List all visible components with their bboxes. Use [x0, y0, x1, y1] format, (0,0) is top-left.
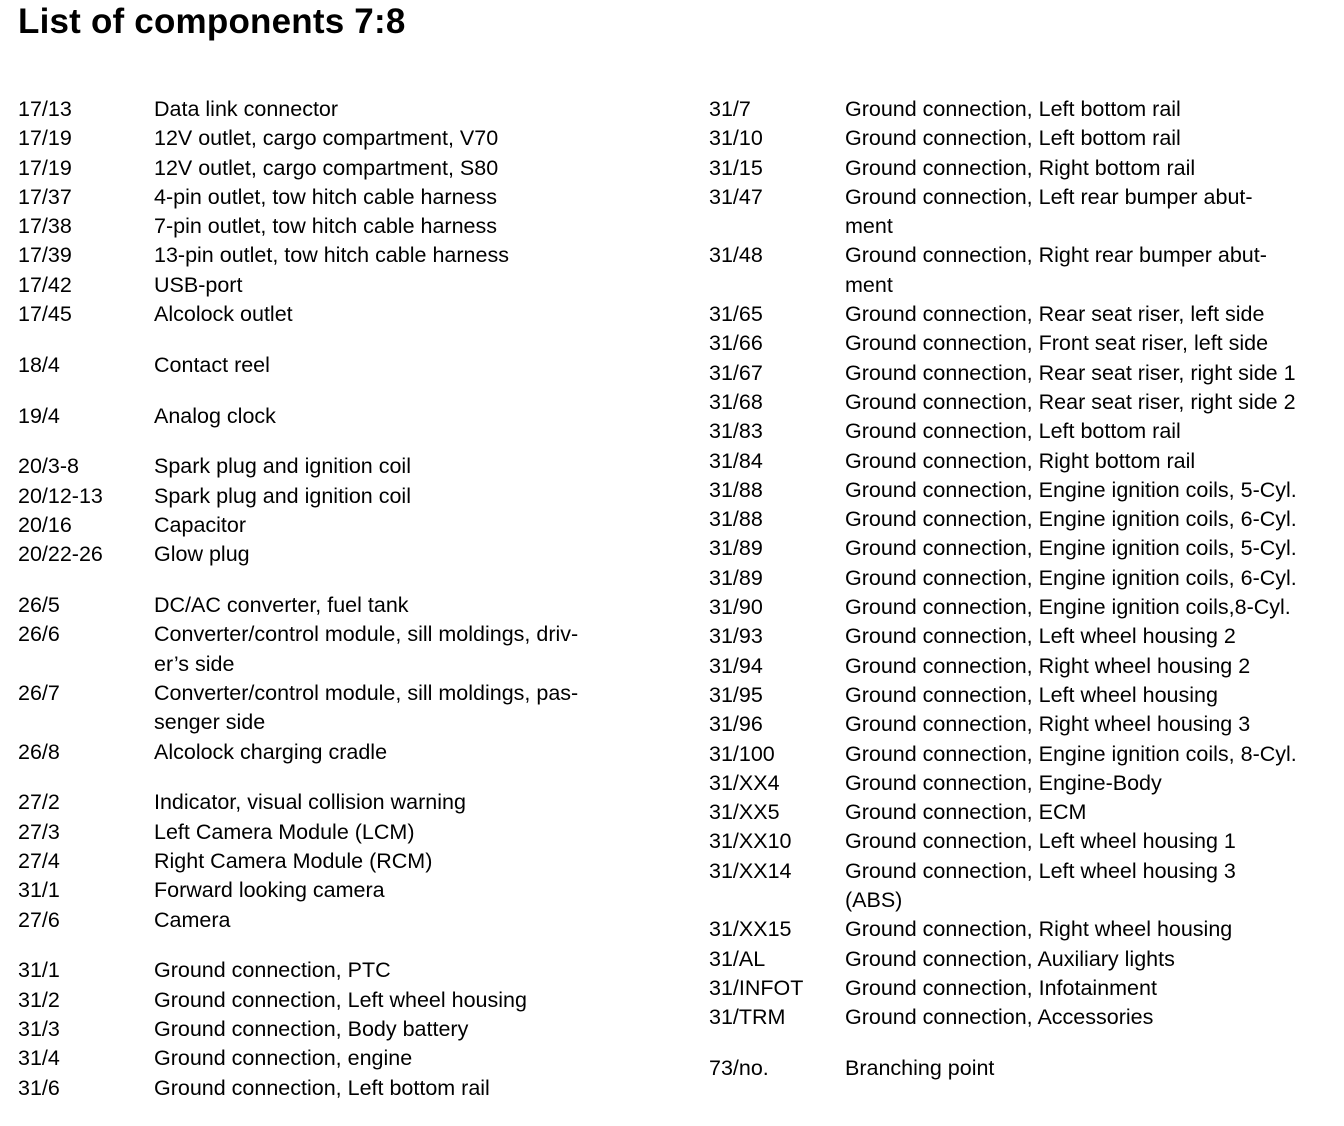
description-line: Ground connection, Left rear bumper abut-	[845, 184, 1253, 209]
component-row	[18, 212, 658, 241]
component-row	[18, 1074, 658, 1103]
component-description	[845, 827, 1339, 856]
description-line: Converter/control module, sill moldings, pas-	[154, 681, 579, 706]
description-line: Ground connection, Right wheel housing 3	[845, 712, 1251, 737]
component-row	[18, 452, 658, 481]
component-row	[18, 818, 658, 847]
component-description	[154, 738, 658, 767]
description-line: Ground connection, Right bottom rail	[845, 448, 1196, 473]
component-code: 31/93	[709, 624, 763, 649]
component-group	[18, 452, 658, 569]
description-line: Ground connection, Left wheel housing	[154, 987, 527, 1012]
component-description	[154, 540, 658, 569]
component-description	[154, 452, 658, 481]
component-row	[18, 95, 658, 124]
component-row	[709, 329, 1339, 358]
component-row	[709, 388, 1339, 417]
description-line: Ground connection, Engine ignition coils,8-Cyl.	[845, 595, 1291, 620]
component-row	[18, 511, 658, 540]
component-row	[18, 956, 658, 985]
description-line: Ground connection, Left wheel housing 1	[845, 829, 1236, 854]
component-row	[18, 351, 658, 380]
component-code: 31/1	[18, 878, 60, 903]
component-code: 18/4	[18, 352, 60, 377]
component-description	[845, 622, 1339, 651]
component-code: 17/19	[18, 126, 72, 151]
component-code: 20/22-26	[18, 542, 103, 567]
component-row	[18, 1015, 658, 1044]
component-code: 31/6	[18, 1075, 60, 1100]
component-code: 27/3	[18, 819, 60, 844]
component-code: 31/3	[18, 1017, 60, 1042]
component-group	[709, 95, 1339, 1033]
description-line: Left Camera Module (LCM)	[154, 819, 415, 844]
component-row	[709, 1054, 1339, 1083]
component-code: 17/45	[18, 302, 72, 327]
component-code: 31/XX14	[709, 858, 792, 883]
component-row	[18, 540, 658, 569]
component-code: 31/89	[709, 565, 763, 590]
component-description	[154, 679, 658, 738]
component-code: 31/90	[709, 595, 763, 620]
component-description	[154, 402, 658, 431]
component-description	[845, 740, 1339, 769]
component-description	[845, 1003, 1339, 1032]
description-line: Ground connection, Auxiliary lights	[845, 946, 1175, 971]
component-description	[154, 986, 658, 1015]
component-description	[845, 95, 1339, 124]
component-description	[154, 1044, 658, 1073]
component-description	[845, 564, 1339, 593]
description-line: Ground connection, Left bottom rail	[845, 126, 1181, 151]
component-row	[709, 564, 1339, 593]
component-row	[709, 915, 1339, 944]
component-code: 26/8	[18, 739, 60, 764]
component-description	[154, 95, 658, 124]
component-row	[709, 505, 1339, 534]
description-line: Data link connector	[154, 97, 339, 121]
component-code: 17/13	[18, 97, 72, 121]
component-description	[845, 593, 1339, 622]
component-description	[154, 591, 658, 620]
component-code: 27/4	[18, 849, 60, 874]
description-line: Ground connection, Engine ignition coils, 6-Cyl.	[845, 565, 1297, 590]
component-code: 17/42	[18, 272, 72, 297]
component-description	[845, 417, 1339, 446]
component-description	[845, 915, 1339, 944]
component-description	[845, 154, 1339, 183]
component-code: 31/TRM	[709, 1005, 786, 1030]
description-line: Ground connection, Rear seat riser, right side 1	[845, 360, 1296, 385]
description-line: Analog clock	[154, 403, 276, 428]
component-description	[845, 300, 1339, 329]
description-line: Ground connection, Left wheel housing	[845, 682, 1218, 707]
component-description	[845, 388, 1339, 417]
component-row	[18, 1044, 658, 1073]
component-row	[709, 1003, 1339, 1032]
component-description	[845, 241, 1339, 300]
description-line: Capacitor	[154, 513, 247, 538]
component-row	[709, 447, 1339, 476]
component-code: 27/2	[18, 790, 60, 815]
description-line: ment	[845, 214, 893, 239]
component-code: 26/5	[18, 593, 60, 618]
component-description	[154, 1074, 658, 1103]
component-row	[709, 95, 1339, 124]
component-code: 31/47	[709, 184, 763, 209]
component-row	[709, 300, 1339, 329]
component-description	[154, 511, 658, 540]
description-line: 4-pin outlet, tow hitch cable harness	[154, 184, 498, 209]
description-line: USB-port	[154, 272, 243, 297]
description-line: Ground connection, Left wheel housing 3	[845, 858, 1236, 883]
description-line: 13-pin outlet, tow hitch cable harness	[154, 243, 509, 268]
component-code: 31/INFOT	[709, 975, 804, 1000]
component-code: 31/67	[709, 360, 763, 385]
component-code: 31/94	[709, 653, 763, 678]
description-line: Ground connection, Accessories	[845, 1005, 1154, 1030]
description-line: 7-pin outlet, tow hitch cable harness	[154, 214, 498, 239]
component-group	[18, 591, 658, 767]
component-description	[154, 956, 658, 985]
component-group	[18, 956, 658, 1102]
component-code: 31/66	[709, 331, 763, 356]
description-line: Contact reel	[154, 352, 270, 377]
component-code: 31/1	[18, 958, 60, 983]
component-code: 31/7	[709, 97, 751, 121]
component-code: 20/3-8	[18, 454, 79, 479]
component-row	[18, 620, 658, 679]
component-row	[709, 740, 1339, 769]
description-line: ment	[845, 272, 893, 297]
component-row	[709, 154, 1339, 183]
component-row	[709, 241, 1339, 300]
description-line: Ground connection, Right wheel housing	[845, 917, 1233, 942]
component-row	[709, 710, 1339, 739]
component-row	[709, 417, 1339, 446]
component-row	[18, 847, 658, 876]
component-row	[709, 857, 1339, 916]
component-row	[709, 476, 1339, 505]
component-row	[18, 986, 658, 1015]
description-line: Ground connection, Engine-Body	[845, 770, 1162, 795]
component-row	[18, 482, 658, 511]
component-description	[154, 183, 658, 212]
component-code: 31/88	[709, 507, 763, 532]
component-code: 73/no.	[709, 1056, 769, 1080]
description-line: Ground connection, Engine ignition coils, 5-Cyl.	[845, 536, 1297, 561]
component-code: 31/10	[709, 126, 763, 151]
component-description	[845, 359, 1339, 388]
description-line: Branching point	[845, 1056, 995, 1080]
component-group	[18, 351, 658, 380]
component-description	[845, 769, 1339, 798]
description-line: Right Camera Module (RCM)	[154, 849, 433, 874]
description-line: Ground connection, Body battery	[154, 1017, 469, 1042]
component-row	[709, 827, 1339, 856]
component-row	[18, 679, 658, 738]
component-row	[709, 769, 1339, 798]
component-row	[709, 681, 1339, 710]
description-line: 12V outlet, cargo compartment, V70	[154, 126, 499, 151]
description-line: (ABS)	[845, 888, 903, 913]
component-row	[18, 300, 658, 329]
component-description	[154, 1015, 658, 1044]
component-code: 31/2	[18, 987, 60, 1012]
description-line: Ground connection, Rear seat riser, right side 2	[845, 389, 1296, 414]
description-line: er’s side	[154, 651, 235, 676]
description-line: Alcolock charging cradle	[154, 739, 388, 764]
description-line: Converter/control module, sill moldings, driv-	[154, 622, 579, 647]
description-line: Alcolock outlet	[154, 302, 293, 327]
description-line: senger side	[154, 710, 266, 735]
component-description	[845, 505, 1339, 534]
component-row	[709, 124, 1339, 153]
component-code: 31/XX15	[709, 917, 792, 942]
component-description	[154, 876, 658, 905]
component-code: 31/AL	[709, 946, 766, 971]
component-description	[845, 124, 1339, 153]
component-row	[18, 154, 658, 183]
component-code: 26/6	[18, 622, 60, 647]
component-description	[154, 124, 658, 153]
component-code: 31/83	[709, 419, 763, 444]
component-code: 31/XX4	[709, 770, 780, 795]
description-line: Spark plug and ignition coil	[154, 454, 411, 479]
component-description	[154, 300, 658, 329]
component-description	[845, 183, 1339, 242]
description-line: Ground connection, Engine ignition coils, 8-Cyl.	[845, 741, 1297, 766]
component-description	[845, 945, 1339, 974]
description-line: Ground connection, Left bottom rail	[845, 419, 1181, 444]
left-component-column	[18, 95, 658, 1103]
component-row	[18, 788, 658, 817]
component-code: 26/7	[18, 681, 60, 706]
component-code: 31/68	[709, 389, 763, 414]
component-description	[154, 482, 658, 511]
component-row	[709, 622, 1339, 651]
component-description	[154, 906, 658, 935]
component-group	[18, 402, 658, 431]
component-description	[845, 710, 1339, 739]
component-code: 31/100	[709, 741, 775, 766]
description-line: Ground connection, Engine ignition coils, 6-Cyl.	[845, 507, 1297, 532]
description-line: Ground connection, engine	[154, 1046, 413, 1071]
component-row	[18, 876, 658, 905]
description-line: Ground connection, ECM	[845, 800, 1087, 825]
component-code: 31/15	[709, 155, 763, 180]
component-description	[845, 476, 1339, 505]
component-row	[709, 534, 1339, 563]
component-row	[18, 738, 658, 767]
component-row	[709, 359, 1339, 388]
description-line: Forward looking camera	[154, 878, 385, 903]
component-code: 31/89	[709, 536, 763, 561]
description-line: Ground connection, PTC	[154, 958, 391, 983]
component-code: 17/19	[18, 155, 72, 180]
component-description	[154, 212, 658, 241]
component-code: 17/37	[18, 184, 72, 209]
component-description	[154, 620, 658, 679]
component-description	[845, 652, 1339, 681]
component-row	[709, 974, 1339, 1003]
description-line: Ground connection, Right bottom rail	[845, 155, 1196, 180]
component-code: 31/XX10	[709, 829, 792, 854]
component-row	[709, 945, 1339, 974]
component-row	[709, 183, 1339, 242]
component-group	[18, 95, 658, 329]
component-code: 17/39	[18, 243, 72, 268]
component-group	[18, 788, 658, 934]
component-description	[154, 818, 658, 847]
description-line: DC/AC converter, fuel tank	[154, 593, 409, 618]
description-line: Ground connection, Left bottom rail	[845, 97, 1181, 121]
component-code: 31/88	[709, 477, 763, 502]
description-line: Ground connection, Left wheel housing 2	[845, 624, 1236, 649]
description-line: Camera	[154, 907, 231, 932]
component-description	[154, 241, 658, 270]
page-title: List of components 7:8	[18, 2, 406, 41]
component-row	[18, 591, 658, 620]
component-description	[154, 154, 658, 183]
description-line: Ground connection, Front seat riser, left side	[845, 331, 1269, 356]
component-code: 31/95	[709, 682, 763, 707]
component-code: 20/16	[18, 513, 72, 538]
component-code: 17/38	[18, 214, 72, 239]
component-description	[845, 329, 1339, 358]
component-code: 31/65	[709, 302, 763, 327]
component-description	[845, 681, 1339, 710]
description-line: Ground connection, Left bottom rail	[154, 1075, 490, 1100]
component-description	[154, 351, 658, 380]
description-line: Glow plug	[154, 542, 250, 567]
component-code: 31/84	[709, 448, 763, 473]
component-code: 20/12-13	[18, 483, 103, 508]
component-description	[154, 788, 658, 817]
component-code: 31/4	[18, 1046, 60, 1071]
description-line: Ground connection, Right wheel housing 2	[845, 653, 1251, 678]
component-group	[709, 1054, 1339, 1083]
description-line: Indicator, visual collision warning	[154, 790, 466, 815]
description-line: Ground connection, Rear seat riser, left side	[845, 302, 1265, 327]
component-row	[709, 652, 1339, 681]
component-row	[18, 124, 658, 153]
component-description	[154, 271, 658, 300]
description-line: Ground connection, Right rear bumper abut-	[845, 243, 1267, 268]
component-row	[18, 906, 658, 935]
component-code: 27/6	[18, 907, 60, 932]
component-description	[845, 798, 1339, 827]
component-row	[18, 271, 658, 300]
component-code: 19/4	[18, 403, 60, 428]
right-component-column	[709, 95, 1339, 1083]
description-line: Spark plug and ignition coil	[154, 483, 411, 508]
component-description	[845, 974, 1339, 1003]
component-row	[18, 241, 658, 270]
component-code: 31/XX5	[709, 800, 780, 825]
component-description	[154, 847, 658, 876]
description-line: Ground connection, Engine ignition coils, 5-Cyl.	[845, 477, 1297, 502]
component-row	[709, 593, 1339, 622]
component-row	[709, 798, 1339, 827]
component-row	[18, 402, 658, 431]
description-line: Ground connection, Infotainment	[845, 975, 1157, 1000]
component-description	[845, 1054, 1339, 1083]
component-code: 31/48	[709, 243, 763, 268]
component-code: 31/96	[709, 712, 763, 737]
component-description	[845, 447, 1339, 476]
description-line: 12V outlet, cargo compartment, S80	[154, 155, 499, 180]
component-description	[845, 534, 1339, 563]
component-row	[18, 183, 658, 212]
component-description	[845, 857, 1339, 916]
